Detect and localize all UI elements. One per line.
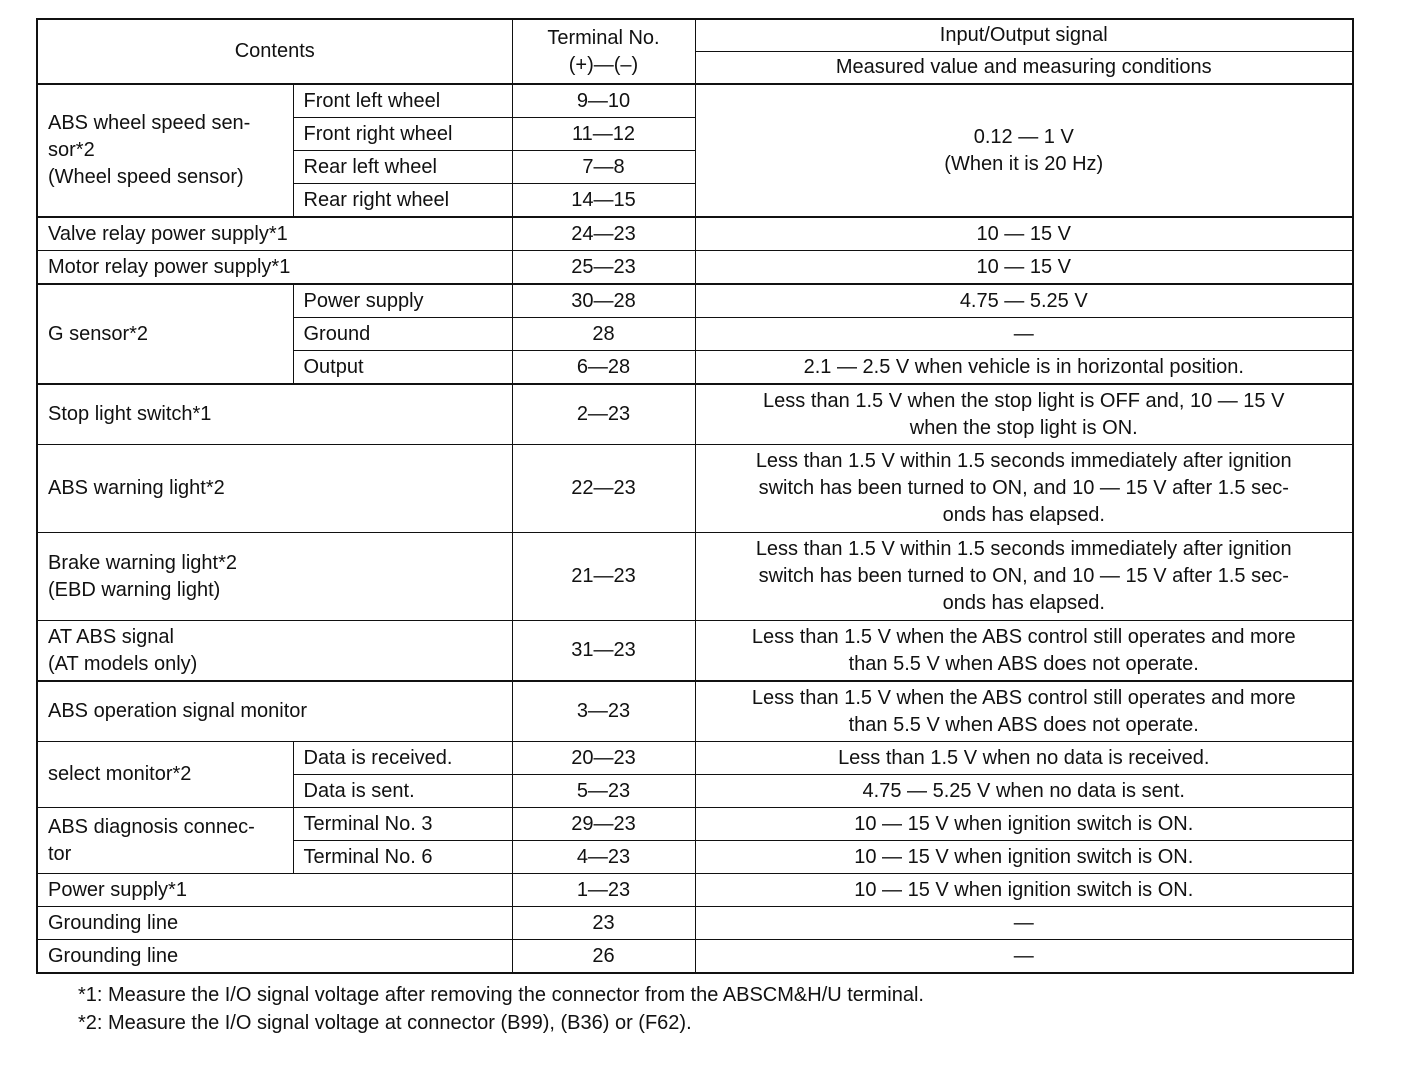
header-measured: Measured value and measuring conditions <box>695 52 1353 85</box>
io-signal-table <box>36 18 1354 974</box>
g-sensor-output-value: 2.1 — 2.5 V when vehicle is in horizontal position. <box>695 351 1353 385</box>
abs-warning-terminal: 22—23 <box>512 445 695 533</box>
stop-light-label: Stop light switch*1 <box>37 384 512 445</box>
grounding-2-value: — <box>695 940 1353 974</box>
header-terminal-no <box>512 19 695 84</box>
wheel-rear-right-label: Rear right wheel <box>293 184 512 218</box>
diag-terminal-3-label: Terminal No. 3 <box>293 808 512 841</box>
header-contents: Contents <box>37 19 512 84</box>
table-row <box>37 284 1353 318</box>
abs-operation-value: Less than 1.5 V when the ABS control still operates and more than 5.5 V when ABS does not operate. <box>695 681 1353 742</box>
power-supply-value: 10 — 15 V when ignition switch is ON. <box>695 874 1353 907</box>
select-sent-terminal: 5—23 <box>512 775 695 808</box>
stop-light-value: Less than 1.5 V when the stop light is OFF and, 10 — 15 V when the stop light is ON. <box>695 384 1353 445</box>
motor-relay-label: Motor relay power supply*1 <box>37 251 512 285</box>
table-row <box>37 384 1353 445</box>
wheel-rear-left-terminal: 7—8 <box>512 151 695 184</box>
brake-warning-terminal: 21—23 <box>512 533 695 621</box>
diag-terminal-3-value: 10 — 15 V when ignition switch is ON. <box>695 808 1353 841</box>
grounding-2-label: Grounding line <box>37 940 512 974</box>
table-row <box>37 874 1353 907</box>
motor-relay-value: 10 — 15 V <box>695 251 1353 285</box>
table-row <box>37 681 1353 742</box>
power-supply-label: Power supply*1 <box>37 874 512 907</box>
grounding-1-label: Grounding line <box>37 907 512 940</box>
table-row <box>37 940 1353 974</box>
brake-warning-value: Less than 1.5 V within 1.5 seconds immediately after ignition switch has been turned to ON, and 10 — 15 V after 1.5 sec- onds has elapsed. <box>695 533 1353 621</box>
header-terminal-line1: Terminal No. <box>547 26 660 49</box>
select-received-label: Data is received. <box>293 742 512 775</box>
grounding-2-terminal: 26 <box>512 940 695 974</box>
diag-terminal-3-terminal: 29—23 <box>512 808 695 841</box>
select-received-value: Less than 1.5 V when no data is received. <box>695 742 1353 775</box>
wheel-front-left-label: Front left wheel <box>293 84 512 118</box>
at-abs-terminal: 31—23 <box>512 621 695 682</box>
table-row <box>37 808 1353 841</box>
select-sent-value: 4.75 — 5.25 V when no data is sent. <box>695 775 1353 808</box>
abs-warning-value: Less than 1.5 V within 1.5 seconds immediately after ignition switch has been turned to ON, and 10 — 15 V after 1.5 sec- onds has elapsed. <box>695 445 1353 533</box>
at-abs-label: AT ABS signal (AT models only) <box>37 621 512 682</box>
table-row <box>37 907 1353 940</box>
g-sensor-output-terminal: 6—28 <box>512 351 695 385</box>
g-sensor-ground-value: — <box>695 318 1353 351</box>
diag-connector-group: ABS diagnosis connec- tor <box>37 808 293 874</box>
wheel-front-right-label: Front right wheel <box>293 118 512 151</box>
wheel-speed-group: ABS wheel speed sen- sor*2 (Wheel speed sensor) <box>37 84 293 217</box>
diag-terminal-6-label: Terminal No. 6 <box>293 841 512 874</box>
table-row <box>37 742 1353 775</box>
abs-operation-terminal: 3—23 <box>512 681 695 742</box>
wheel-front-left-terminal: 9—10 <box>512 84 695 118</box>
table-row <box>37 84 1353 118</box>
table-row <box>37 445 1353 533</box>
g-sensor-power-label: Power supply <box>293 284 512 318</box>
select-monitor-group: select monitor*2 <box>37 742 293 808</box>
header-terminal-line2: (+)—(–) <box>568 53 639 76</box>
diag-terminal-6-value: 10 — 15 V when ignition switch is ON. <box>695 841 1353 874</box>
select-sent-label: Data is sent. <box>293 775 512 808</box>
wheel-rear-right-terminal: 14—15 <box>512 184 695 218</box>
wheel-rear-left-label: Rear left wheel <box>293 151 512 184</box>
at-abs-value: Less than 1.5 V when the ABS control still operates and more than 5.5 V when ABS does not operate. <box>695 621 1353 682</box>
g-sensor-ground-terminal: 28 <box>512 318 695 351</box>
header-row <box>37 19 1353 52</box>
motor-relay-terminal: 25—23 <box>512 251 695 285</box>
g-sensor-group: G sensor*2 <box>37 284 293 384</box>
table-row <box>37 217 1353 251</box>
wheel-speed-value: 0.12 — 1 V (When it is 20 Hz) <box>695 84 1353 217</box>
valve-relay-terminal: 24—23 <box>512 217 695 251</box>
g-sensor-output-label: Output <box>293 351 512 385</box>
g-sensor-ground-label: Ground <box>293 318 512 351</box>
footnote-2: *2: Measure the I/O signal voltage at connector (B99), (B36) or (F62). <box>78 1012 692 1034</box>
grounding-1-value: — <box>695 907 1353 940</box>
grounding-1-terminal: 23 <box>512 907 695 940</box>
table-row <box>37 621 1353 682</box>
footnote-1: *1: Measure the I/O signal voltage after removing the connector from the ABSCM&H/U terminal. <box>78 984 924 1006</box>
table-row <box>37 251 1353 285</box>
valve-relay-value: 10 — 15 V <box>695 217 1353 251</box>
stop-light-terminal: 2—23 <box>512 384 695 445</box>
g-sensor-power-terminal: 30—28 <box>512 284 695 318</box>
header-io-signal: Input/Output signal <box>695 19 1353 52</box>
wheel-front-right-terminal: 11—12 <box>512 118 695 151</box>
power-supply-terminal: 1—23 <box>512 874 695 907</box>
abs-operation-label: ABS operation signal monitor <box>37 681 512 742</box>
select-received-terminal: 20—23 <box>512 742 695 775</box>
abs-warning-label: ABS warning light*2 <box>37 445 512 533</box>
valve-relay-label: Valve relay power supply*1 <box>37 217 512 251</box>
table-row <box>37 533 1353 621</box>
g-sensor-power-value: 4.75 — 5.25 V <box>695 284 1353 318</box>
diag-terminal-6-terminal: 4—23 <box>512 841 695 874</box>
brake-warning-label: Brake warning light*2 (EBD warning light) <box>37 533 512 621</box>
